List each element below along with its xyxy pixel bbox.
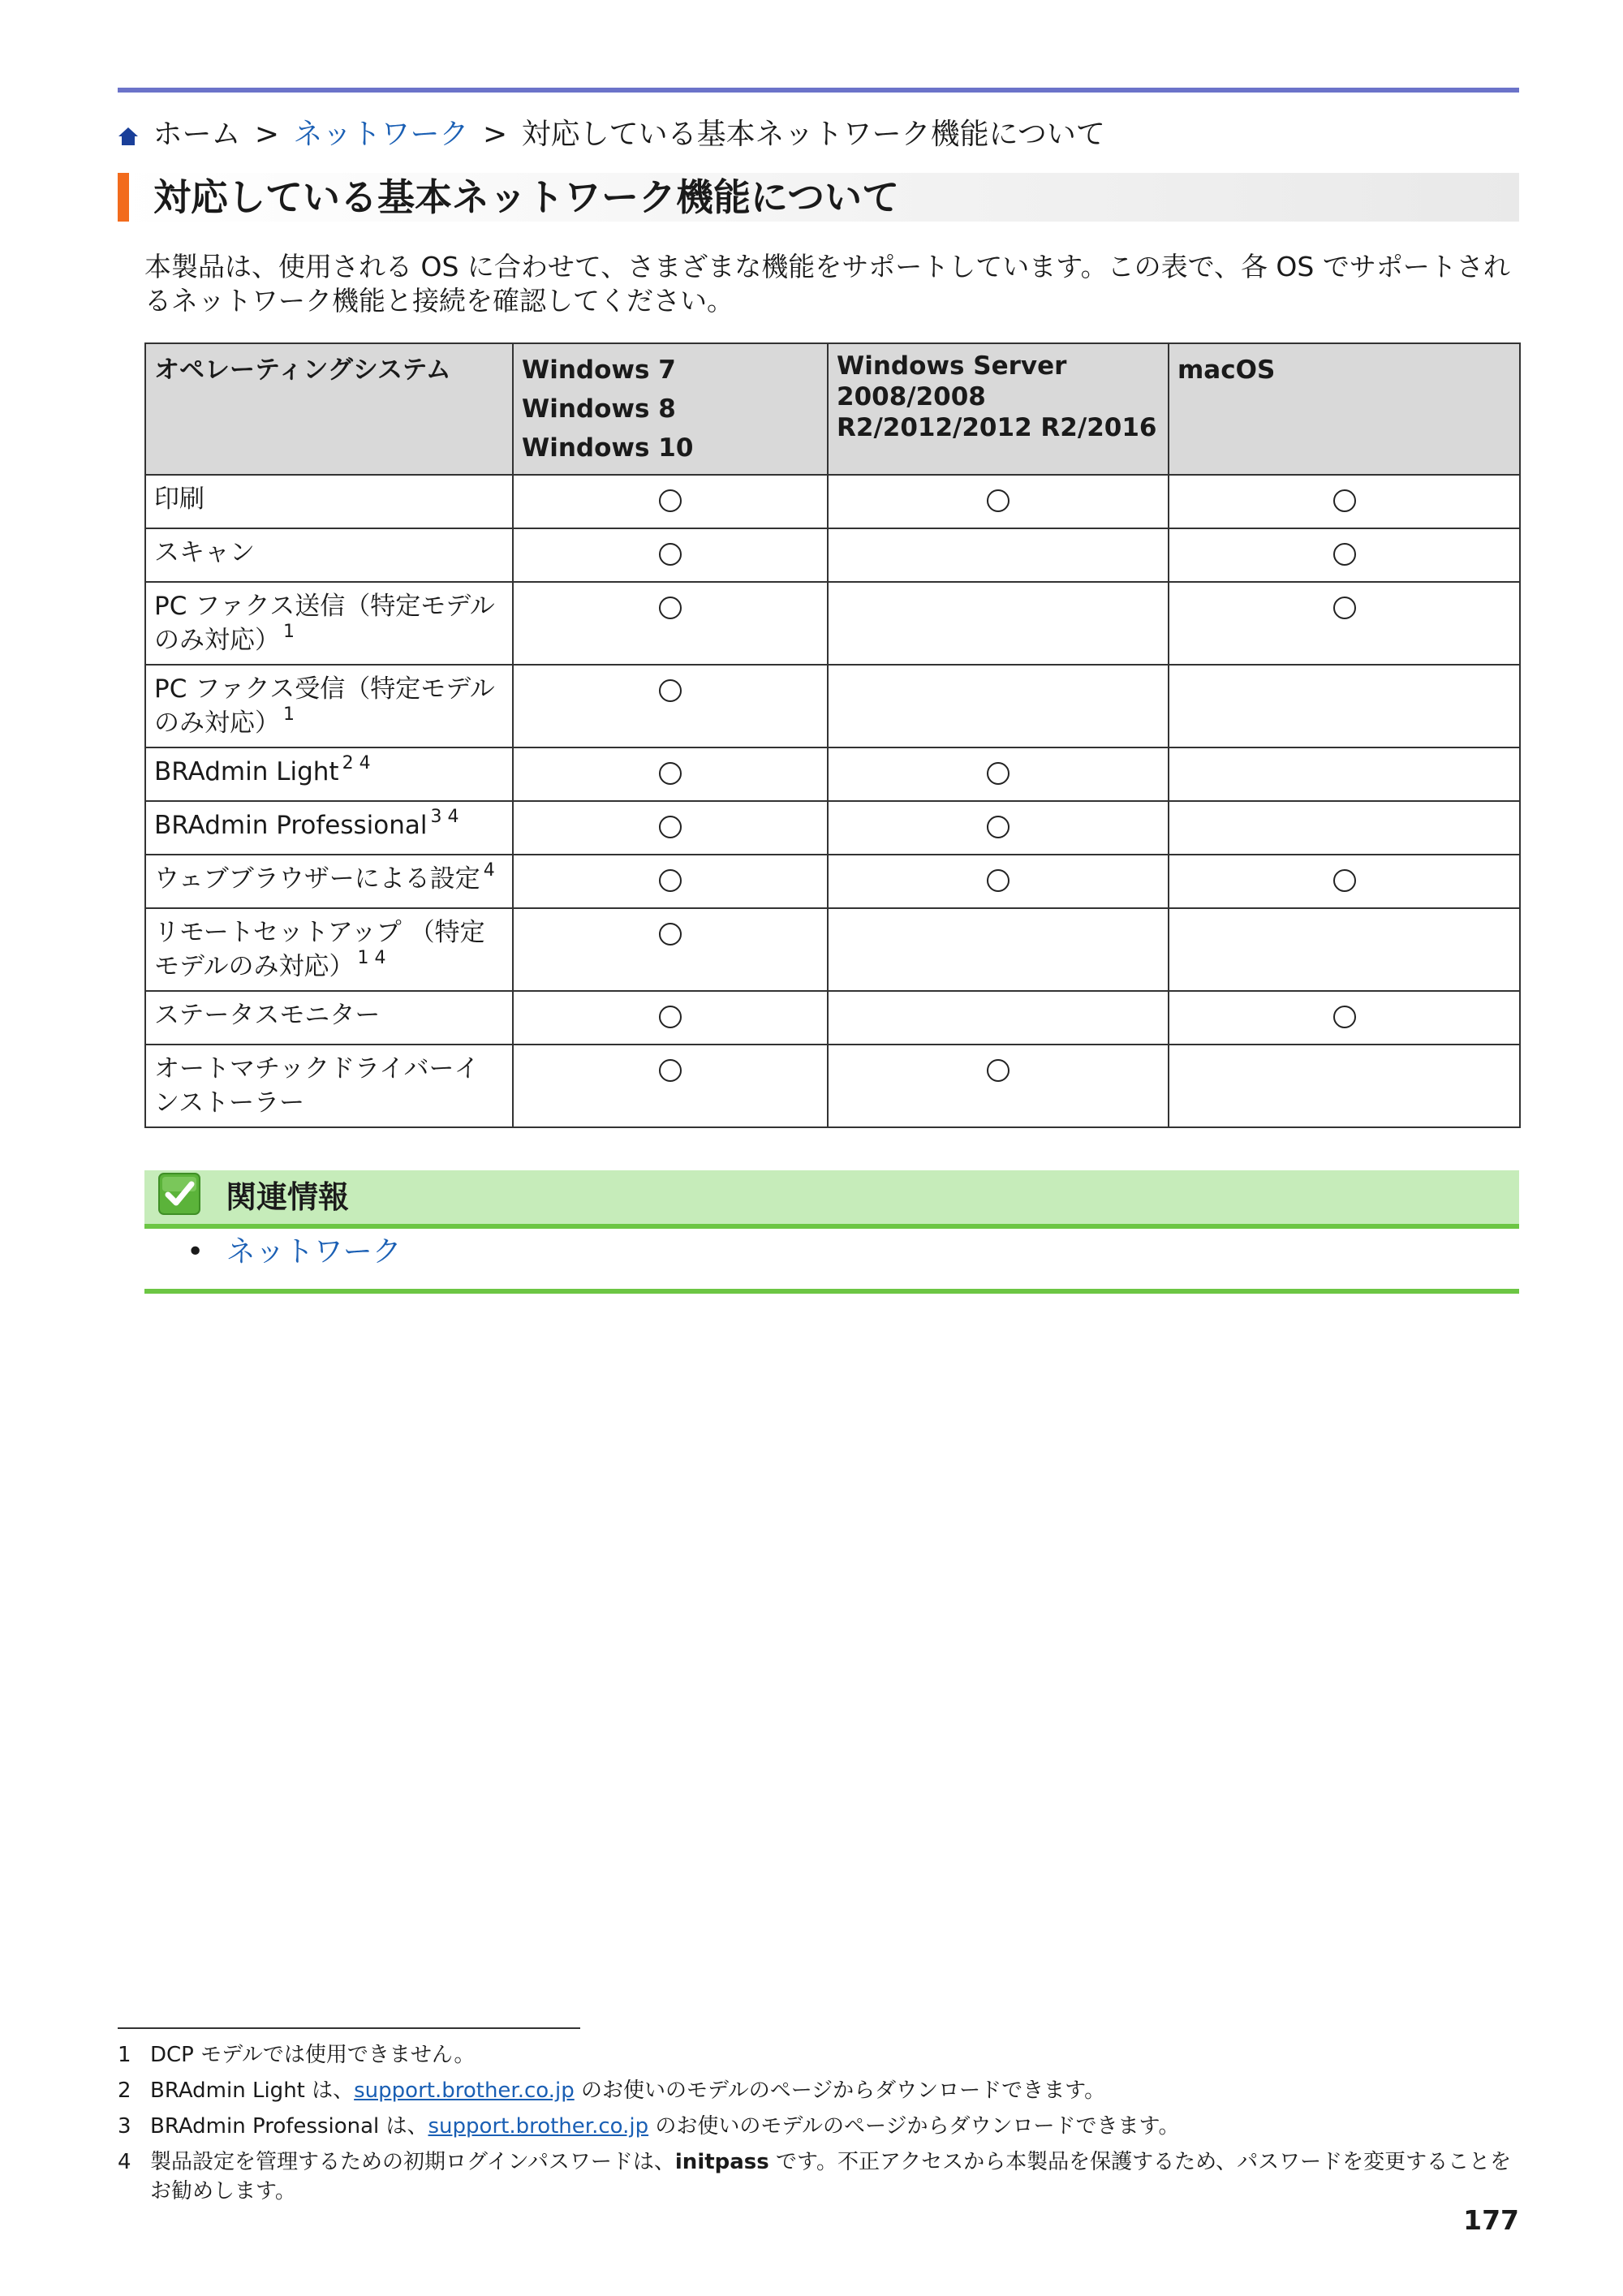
- support-cell-win: [513, 908, 828, 991]
- footnote-1: 1 DCP モデルでは使用できません。: [118, 2043, 476, 2067]
- header-windows-server: Windows Server 2008/2008 R2/2012/2012 R2/2016: [828, 343, 1169, 475]
- feature-table: [144, 342, 1521, 1128]
- supported-mark-icon: [1333, 489, 1356, 512]
- feature-label: オートマチックドライバーインストーラー: [145, 1045, 513, 1127]
- support-cell-server: [828, 665, 1169, 747]
- bullet: •: [187, 1235, 204, 1269]
- support-cell-server: [828, 528, 1169, 582]
- supported-mark-icon: [659, 923, 682, 946]
- breadcrumb-current: 対応している基本ネットワーク機能について: [521, 118, 1105, 151]
- header-windows: Windows 7 Windows 8 Windows 10: [513, 343, 828, 475]
- support-cell-win: [513, 528, 828, 582]
- related-info-heading: 関連情報: [226, 1179, 350, 1215]
- support-cell-win: [513, 1045, 828, 1127]
- intro-paragraph: 本製品は、使用される OS に合わせて、さまざまな機能をサポートしています。この表で、各 OS でサポートされるネットワーク機能と接続を確認してください。: [144, 251, 1510, 317]
- support-cell-mac: [1169, 855, 1520, 908]
- header-macos: macOS: [1169, 343, 1520, 475]
- table-row: [145, 855, 1520, 908]
- footnote-ref: 1: [283, 704, 295, 725]
- supported-mark-icon: [1333, 869, 1356, 892]
- support-cell-server: [828, 475, 1169, 528]
- table-row: [145, 801, 1520, 855]
- footnote-4: 4 製品設定を管理するための初期ログインパスワードは、initpass です。不正アクセスから本製品を保護するため、パスワードを変更することをお勧めします。: [118, 2150, 1512, 2203]
- related-bottom-rule: [144, 1289, 1519, 1294]
- supported-mark-icon: [1333, 597, 1356, 619]
- feature-label: BRAdmin Light $^{2 4}$: [145, 747, 513, 801]
- footnote-2: 2 BRAdmin Light は、support.brother.co.jp のお使いのモデルのページからダウンロードできます。: [118, 2078, 1106, 2103]
- footnotes: [118, 2034, 1519, 2206]
- feature-label: ウェブブラウザーによる設定 $^4$: [145, 855, 513, 908]
- support-cell-mac: [1169, 528, 1520, 582]
- page-number: 177: [1463, 2204, 1519, 2236]
- table-row: [145, 475, 1520, 528]
- breadcrumb-home[interactable]: ホーム: [153, 118, 241, 151]
- support-link[interactable]: support.brother.co.jp: [354, 2078, 575, 2103]
- supported-mark-icon: [987, 489, 1010, 512]
- supported-mark-icon: [659, 489, 682, 512]
- table-row: [145, 1045, 1520, 1127]
- title-accent: [118, 173, 129, 222]
- support-cell-win: [513, 475, 828, 528]
- footnote-ref: 1 4: [357, 948, 386, 968]
- table-row: [145, 908, 1520, 991]
- footnote-ref: 3 4: [430, 807, 459, 827]
- support-cell-win: [513, 582, 828, 665]
- feature-label: リモートセットアップ （特定モデルのみ対応） $^{1 4}$: [145, 908, 513, 991]
- footnote-ref: 2 4: [342, 753, 371, 773]
- breadcrumb-network-link[interactable]: ネットワーク: [293, 118, 469, 151]
- support-cell-mac: [1169, 991, 1520, 1045]
- supported-mark-icon: [987, 816, 1010, 838]
- feature-label: ステータスモニター: [145, 991, 513, 1045]
- related-network-link[interactable]: ネットワーク: [226, 1235, 402, 1269]
- breadcrumb: [118, 114, 1105, 159]
- table-row: [145, 665, 1520, 747]
- supported-mark-icon: [1333, 543, 1356, 566]
- footnote-rule: [118, 2027, 580, 2029]
- supported-mark-icon: [659, 1059, 682, 1082]
- title-bar: [118, 173, 1519, 222]
- table-header-row: [145, 343, 1520, 475]
- support-cell-mac: [1169, 1045, 1520, 1127]
- support-cell-mac: [1169, 475, 1520, 528]
- support-cell-mac: [1169, 582, 1520, 665]
- support-cell-server: [828, 582, 1169, 665]
- support-cell-mac: [1169, 665, 1520, 747]
- footnote-3: 3 BRAdmin Professional は、support.brother.co.jp のお使いのモデルのページからダウンロードできます。: [118, 2114, 1180, 2139]
- support-cell-win: [513, 665, 828, 747]
- supported-mark-icon: [659, 1006, 682, 1028]
- top-rule: [118, 88, 1519, 93]
- supported-mark-icon: [659, 816, 682, 838]
- support-cell-server: [828, 908, 1169, 991]
- feature-label: PC ファクス送信（特定モデルのみ対応） $^1$: [145, 582, 513, 665]
- table-row: [145, 991, 1520, 1045]
- support-cell-server: [828, 855, 1169, 908]
- header-os: オペレーティングシステム: [145, 343, 513, 475]
- support-cell-win: [513, 855, 828, 908]
- table-row: [145, 528, 1520, 582]
- checkmark-icon: [157, 1172, 201, 1216]
- footnote-ref: 4: [483, 860, 495, 881]
- supported-mark-icon: [987, 762, 1010, 785]
- breadcrumb-separator: >: [254, 118, 280, 151]
- table-row: [145, 747, 1520, 801]
- support-cell-mac: [1169, 747, 1520, 801]
- supported-mark-icon: [659, 762, 682, 785]
- feature-label: PC ファクス受信（特定モデルのみ対応） $^1$: [145, 665, 513, 747]
- home-icon[interactable]: [118, 117, 139, 159]
- feature-label: BRAdmin Professional $^{3 4}$: [145, 801, 513, 855]
- feature-label: 印刷: [145, 475, 513, 528]
- support-cell-server: [828, 1045, 1169, 1127]
- support-link[interactable]: support.brother.co.jp: [428, 2114, 649, 2139]
- supported-mark-icon: [659, 869, 682, 892]
- support-cell-win: [513, 747, 828, 801]
- support-cell-mac: [1169, 908, 1520, 991]
- supported-mark-icon: [659, 543, 682, 566]
- related-list: [187, 1232, 402, 1273]
- feature-label: スキャン: [145, 528, 513, 582]
- related-info-box: [144, 1170, 1519, 1229]
- support-cell-server: [828, 801, 1169, 855]
- support-cell-win: [513, 801, 828, 855]
- supported-mark-icon: [987, 1059, 1010, 1082]
- support-cell-server: [828, 991, 1169, 1045]
- footnote-ref: 1: [283, 622, 295, 642]
- supported-mark-icon: [659, 679, 682, 702]
- supported-mark-icon: [659, 597, 682, 619]
- support-cell-win: [513, 991, 828, 1045]
- breadcrumb-separator: >: [483, 118, 508, 151]
- supported-mark-icon: [987, 869, 1010, 892]
- support-cell-server: [828, 747, 1169, 801]
- page-title: 対応している基本ネットワーク機能について: [153, 175, 900, 219]
- table-row: [145, 582, 1520, 665]
- supported-mark-icon: [1333, 1006, 1356, 1028]
- support-cell-mac: [1169, 801, 1520, 855]
